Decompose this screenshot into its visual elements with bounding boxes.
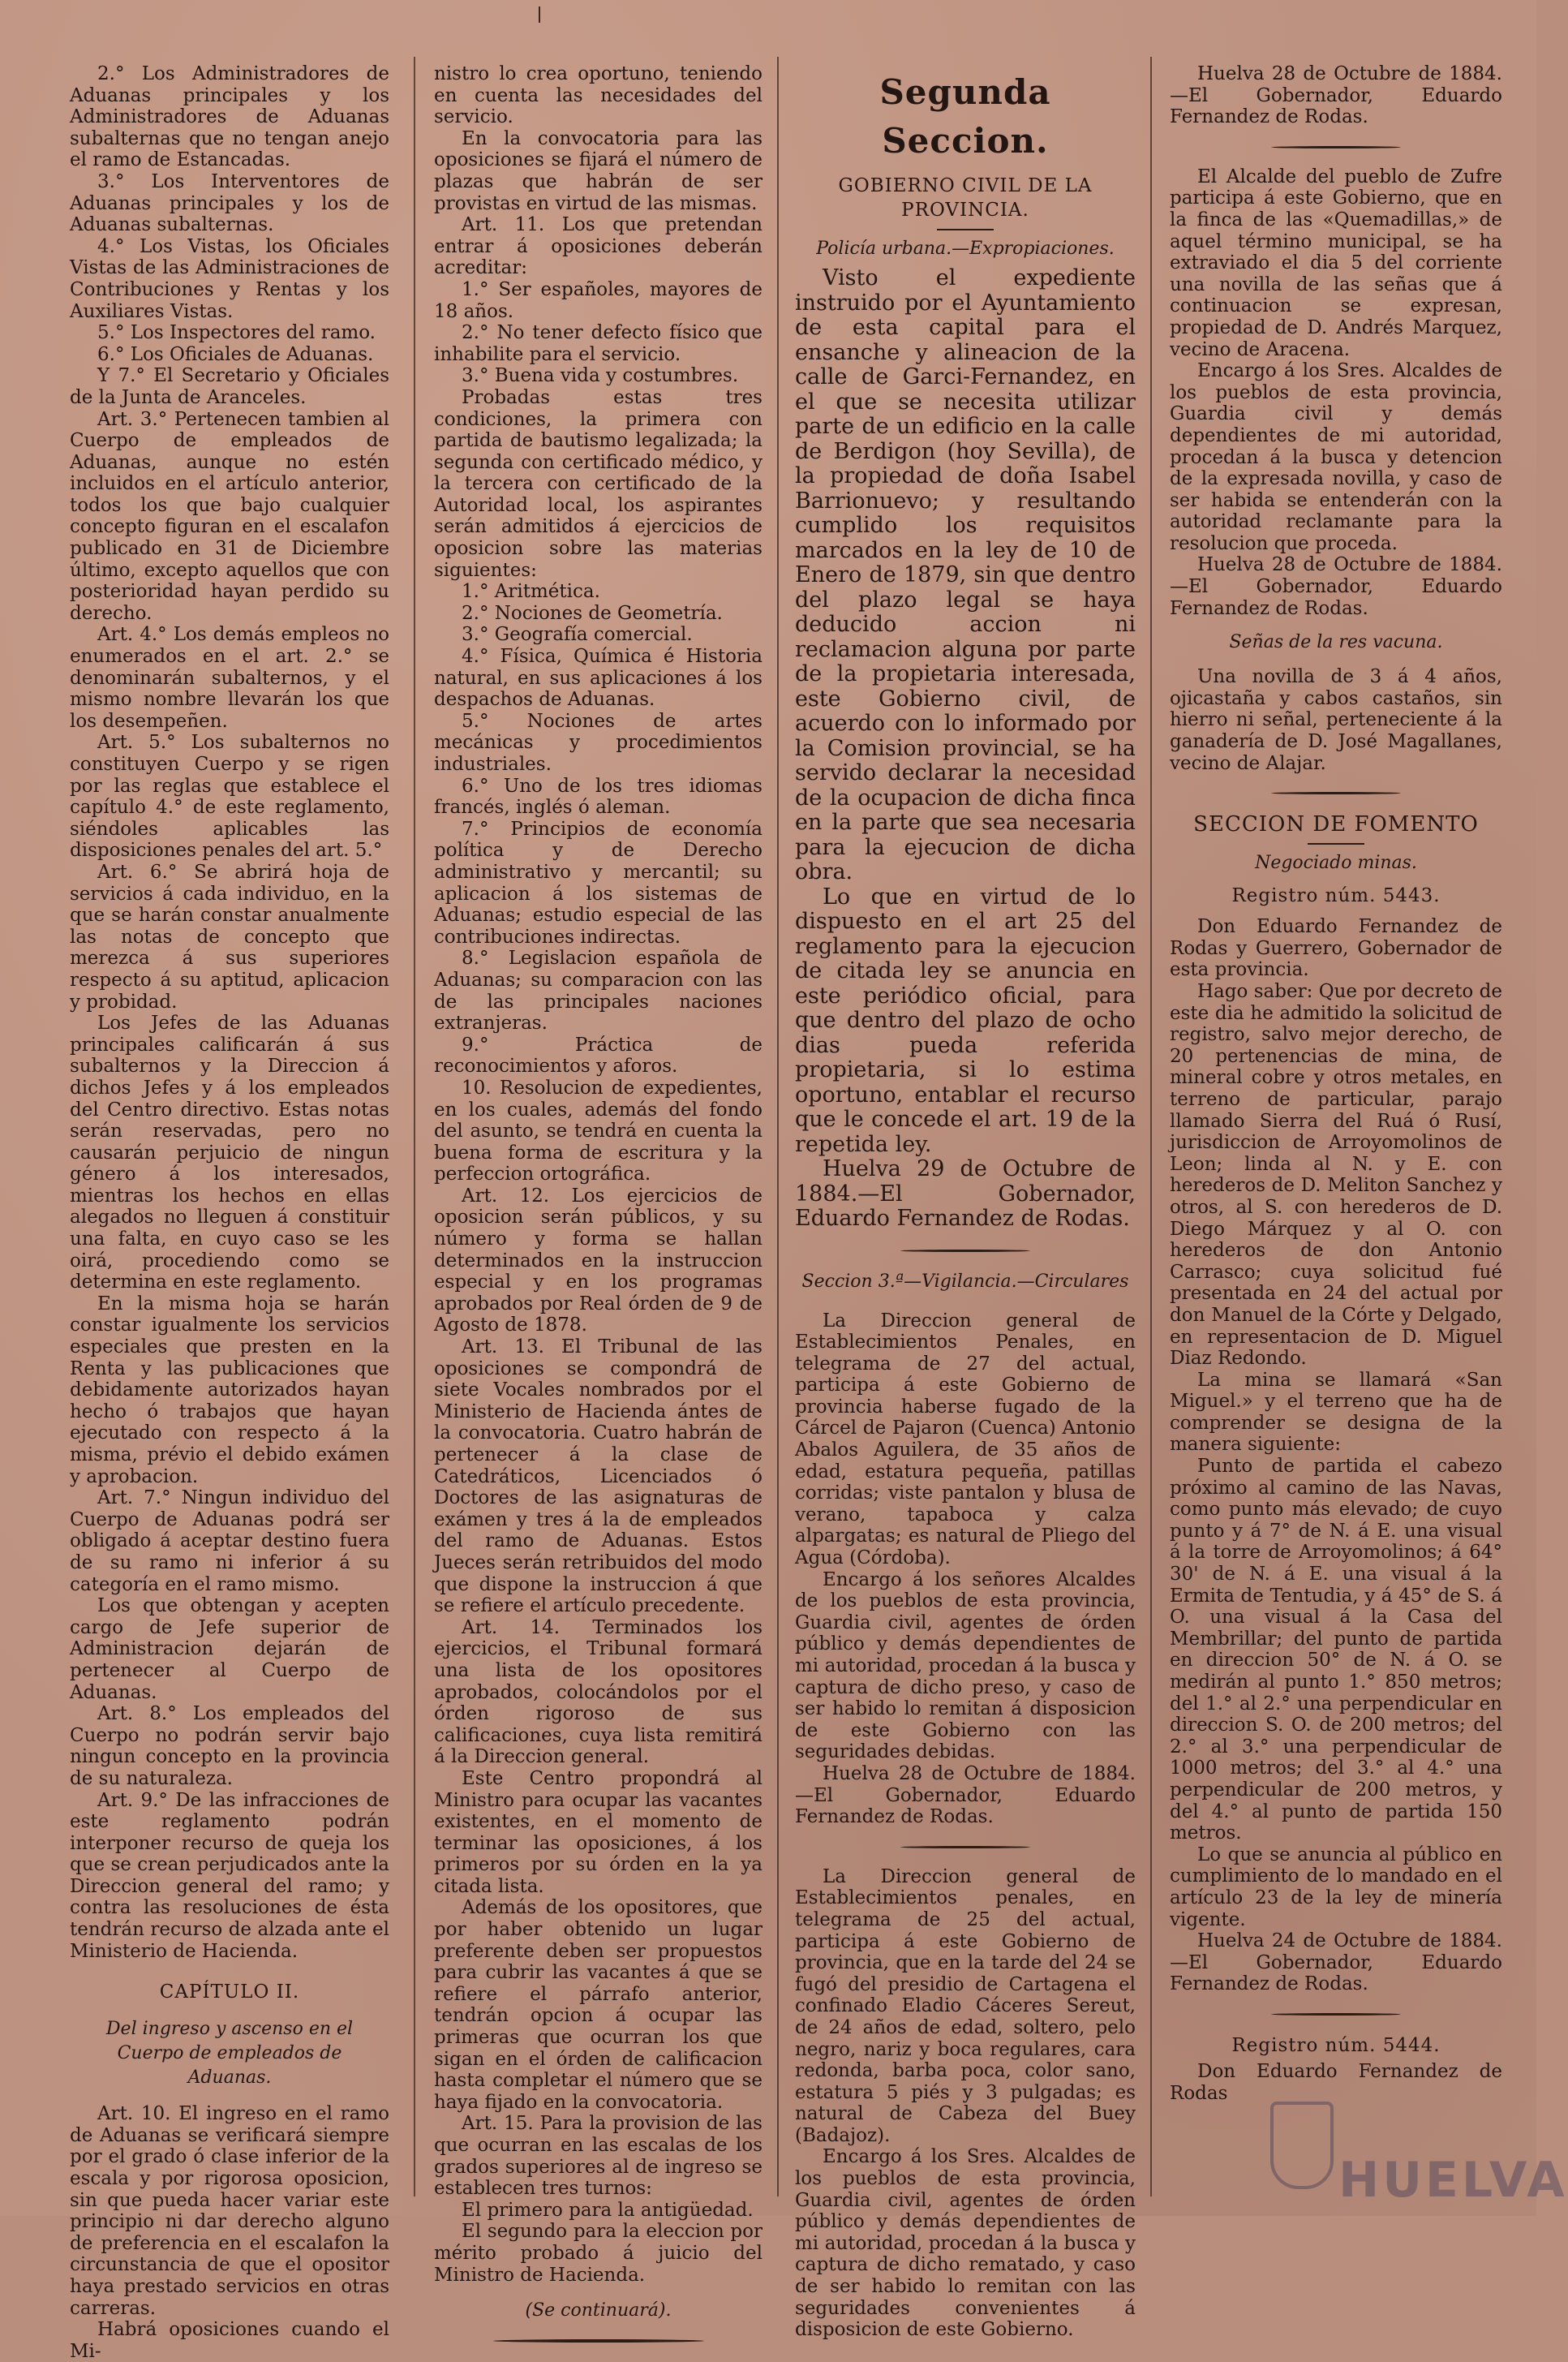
paragraph: Probadas estas tres condiciones, la primera con partida de bautismo legalizada; la segunda con certificado médico, y la tercera con certificado de la Autoridad local, los aspirantes serán admitidos á ejercicios de oposicion sobre las materias siguientes: xyxy=(434,386,763,581)
paragraph: Encargo á los Sres. Alcaldes de los pueblos de esta provincia, Guardia civil y demás dependientes de mi autoridad, procedan á la busca y detencion de la expresada novilla, y caso de ser habida se entenderán con la autoridad reclamante para la resolucion que proceda. xyxy=(1170,360,1502,554)
paragraph: En la misma hoja se harán constar igualmente los servicios especiales que presten en la Renta y las publicaciones que debidamente autorizados hayan hecho ó trabajos que hayan ejecutado con respecto á la misma, prévio el debido exámen y aprobacion. xyxy=(70,1293,389,1487)
paragraph: 3.° Los Interventores de Aduanas principales y los de Aduanas subalternas. xyxy=(70,170,389,236)
paragraph: 2.° No tener defecto físico que inhabilite para el servicio. xyxy=(434,322,763,365)
page-mark xyxy=(539,6,540,23)
shield-icon xyxy=(1270,2102,1334,2189)
paragraph: Y 7.° El Secretario y Oficiales de la Junta de Aranceles. xyxy=(70,365,389,408)
paragraph: Art. 7.° Ningun individuo del Cuerpo de Aduanas podrá ser obligado á aceptar destino fuera de su ramo ni inferior á su categoría en el ramo mismo. xyxy=(70,1487,389,1595)
separator xyxy=(900,1846,1030,1848)
paragraph: Art. 13. El Tribunal de las oposiciones se compondrá de siete Vocales nombrados por el Ministerio de Hacienda ántes de la convocatoria. Cuatro habrán de pertenecer á la clase de Catedráticos, Licenciados ó Doctores de las asignaturas de exámen y tres á la de empleados del ramo de Aduanas. Estos Jueces serán retribuidos del modo que dispone la instruccion á que se refiere el artículo precedente. xyxy=(434,1336,763,1617)
column-3 xyxy=(795,63,1136,2341)
paragraph: Art. 4.° Los demás empleos no enumerados en el art. 2.° se denominarán subalternos, y el mismo nombre llevarán los que los desempeñen. xyxy=(70,624,389,732)
paragraph: Encargo á los Sres. Alcaldes de los pueblos de esta provincia, Guardia civil, agentes de órden público y demás dependientes de mi autoridad, procedan á la busca y captura de dicho rematado, y caso de ser habido lo remitan con las seguridades convenientes á disposicion de este Gobierno. xyxy=(795,2146,1136,2341)
paragraph: Este Centro propondrá al Ministro para ocupar las vacantes existentes, en el momento de terminar las oposiciones, á los primeros por su órden en la ya citada lista. xyxy=(434,1767,763,1897)
paragraph: Lo que en virtud de lo dispuesto en el art 25 del reglamento para la ejecucion de citada ley se anuncia en este periódico oficial, para que dentro del plazo de ocho dias pueda referida propietaria, si lo estima oportuno, entablar el recurso que le concede el art. 19 de la repetida ley. xyxy=(795,884,1136,1157)
signature: Huelva 28 de Octubre de 1884.—El Gobernador, Eduardo Fernandez de Rodas. xyxy=(795,1762,1136,1828)
government-heading: GOBIERNO CIVIL DE LA PROVINCIA. xyxy=(838,175,1093,221)
paragraph: 4.° Los Vistas, los Oficiales Vistas de las Administraciones de Contribuciones y Rentas y los Auxiliares Vistas. xyxy=(70,235,389,322)
registro-title: Registro núm. 5444. xyxy=(1231,2034,1441,2056)
paragraph: 7.° Principios de economía política y de Derecho administrativo y mercantil; su aplicacion á los sistemas de Aduanas; estudio especial de las contribuciones indirectas. xyxy=(434,818,763,948)
paragraph: La Direccion general de Establecimientos Penales, en telegrama de 27 del actual, participa á este Gobierno de provincia haberse fugado de la Cárcel de Pajaron (Cuenca) Antonio Abalos Aguilera, de 35 años de edad, estatura pequeña, patillas corridas; viste pantalon y blusa de verano, tapaboca y calza alpargatas; es natural de Pliego del Agua (Córdoba). xyxy=(795,1310,1136,1569)
dash-rule xyxy=(1308,843,1364,845)
paragraph: 5.° Los Inspectores del ramo. xyxy=(97,322,376,344)
archive-stamp xyxy=(1265,2077,1568,2209)
paragraph: Art. 15. Para la provision de las que ocurran en las escalas de los grados superiores al de ingreso se establecen tres turnos: xyxy=(434,2113,763,2200)
separator xyxy=(493,2339,704,2343)
paragraph: 5.° Nociones de artes mecánicas y procedimientos industriales. xyxy=(434,710,763,775)
paragraph: Habrá oposiciones cuando el Mi- xyxy=(70,2319,389,2362)
paragraph: 6.° Uno de los tres idiomas francés, inglés ó aleman. xyxy=(434,775,763,819)
paragraph: Art. 8.° Los empleados del Cuerpo no podrán servir bajo ningun concepto en la provincia de su naturaleza. xyxy=(70,1703,389,1789)
column-rule xyxy=(1150,57,1152,2196)
signature: Huelva 29 de Octubre de 1884.—El Gobernador, Eduardo Fernandez de Rodas. xyxy=(795,1156,1136,1231)
paragraph: 1.° Aritmética. xyxy=(462,581,600,603)
chapter-title: CAPÍTULO II. xyxy=(159,1981,300,2003)
chapter-subtitle: Del ingreso y ascenso en el Cuerpo de empleados de Aduanas. xyxy=(105,2019,354,2089)
paragraph: Además de los opositores, que por haber obtenido un lugar preferente deben ser propuestos para cubrir las vacantes á que se refiere el párrafo anterior, tendrán opcion á ocupar las primeras que ocurran los que sigan en el órden de calificacion hasta completar el número que se haya fijado en la convocatoria. xyxy=(434,1897,763,2113)
subsection-heading: Policía urbana.—Expropiaciones. xyxy=(816,239,1115,259)
paragraph: 3.° Geografía comercial. xyxy=(462,624,693,646)
paragraph: En la convocatoria para las oposiciones se fijará el número de plazas que habrán de ser provistas en virtud de las mismas. xyxy=(434,127,763,214)
paragraph: Hago saber: Que por decreto de este dia he admitido la solicitud de registro, salvo mejor derecho, de 20 pertenencias de mina, de mineral cobre y otros metales, en terreno de particular, parajo llamado Sierra del Ruá ó Rusí, jurisdiccion de Arroyomolinos de Leon; linda al N. y E. con herederos de D. Meliton Sanchez y otros, al S. con herederos de D. Diego Márquez y al O. con herederos de don Antonio Carrasco; cuya solicitud fué presentada en 24 del actual por don Manuel de la Córte y Delgado, en representacion de D. Miguel Diaz Redondo. xyxy=(1170,981,1502,1370)
paragraph: Visto el expediente instruido por el Ayuntamiento de esta capital para el ensanche y alineacion de la calle de Garci-Fernandez, en el que se necesita utilizar parte de un edificio en la calle de Berdigon (hoy Sevilla), de la propiedad de doña Isabel Barrionuevo; y resultando cumplido los requisitos marcados en la ley de 10 de Enero de 1879, sin que dentro del plazo legal se haya deducido accion ni reclamacion alguna por parte de la propietaria interesada, este Gobierno civil, de acuerdo con lo informado por la Comision provincial, se ha servido declarar la necesidad de la ocupacion de dicha finca en la parte que sea necesaria para la ejecucion de dicha obra. xyxy=(795,265,1136,884)
dash-rule xyxy=(937,229,994,230)
paragraph: 10. Resolucion de expedientes, en los cuales, además del fondo del asunto, se tendrá en cuenta la buena forma de escritura y la perfeccion ortográfica. xyxy=(434,1077,763,1185)
stamp-name: HUELVA xyxy=(1338,2152,1568,2209)
paragraph: 8.° Legislacion española de Aduanas; su comparacion con las de las principales naciones extranjeras. xyxy=(434,948,763,1035)
paragraph: Una novilla de 3 á 4 años, ojicastaña y cabos castaños, sin hierro ni señal, perteneciente á la ganadería de D. José Magallanes, vecino de Alajar. xyxy=(1170,666,1502,774)
separator xyxy=(1271,146,1401,148)
registro-title: Registro núm. 5443. xyxy=(1231,885,1441,907)
paragraph: 3.° Buena vida y costumbres. xyxy=(462,365,739,387)
negociado-heading: Negociado minas. xyxy=(1255,853,1417,874)
paragraph: Art. 6.° Se abrirá hoja de servicios á cada individuo, en la que se harán constar anualmente las notas de concepto que merezca á sus superiores respecto á su aptitud, aplicacion y probidad. xyxy=(70,861,389,1013)
paragraph: El segundo para la eleccion por mérito probado á juicio del Ministro de Hacienda. xyxy=(434,2221,763,2286)
column-2 xyxy=(434,63,763,2321)
paragraph: Los Jefes de las Aduanas principales calificarán á sus subalternos y la Direccion á dichos Jefes y á los empleados del Centro directivo. Estas notas serán reservadas, pero no causarán perjuicio de ningun género á los interesados, mientras los hechos en ellas alegados no lleguen á constituir una falta, en cuyo caso se les oirá, procediendo como se determina en este reglamento. xyxy=(70,1013,389,1293)
senas-title: Señas de la res vacuna. xyxy=(1229,632,1443,653)
section-title: Segunda Seccion. xyxy=(879,72,1051,161)
paragraph: 6.° Los Oficiales de Aduanas. xyxy=(97,343,374,365)
paragraph: La Direccion general de Establecimientos penales, en telegrama de 25 del actual, participa á este Gobierno de provincia, que en la tarde del 24 se fugó del presidio de Cartagena el confinado Eladio Cáceres Sereut, de 24 años de edad, soltero, pelo negro, nariz y boca regulares, cara redonda, barba poca, color sano, estatura 5 piés y 3 pulgadas; es natural de Cabeza del Buey (Badajoz). xyxy=(795,1865,1136,2146)
separator xyxy=(900,1250,1030,1252)
paragraph: Art. 9.° De las infracciones de este reglamento podrán interponer recurso de queja los que se crean perjudicados ante la Direccion general del ramo; y contra las resoluciones de ésta tendrán recurso de alzada ante el Ministerio de Hacienda. xyxy=(70,1789,389,1962)
signature: Huelva 28 de Octubre de 1884.—El Gobernador, Eduardo Fernandez de Rodas. xyxy=(1170,554,1502,619)
column-rule xyxy=(777,57,779,2196)
column-1 xyxy=(70,63,389,2362)
paragraph: 2.° Los Administradores de Aduanas principales y los Administradores de Aduanas subalternas que no tengan anejo el ramo de Estancadas. xyxy=(70,63,389,171)
column-rule xyxy=(414,57,415,2196)
paragraph: Don Eduardo Fernandez de Rodas y Guerrero, Gobernador de esta provincia. xyxy=(1170,916,1502,981)
signature: Huelva 24 de Octubre de 1884.—El Gobernador, Eduardo Fernandez de Rodas. xyxy=(1170,1930,1502,1995)
paragraph: Art. 3.° Pertenecen tambien al Cuerpo de empleados de Aduanas, aunque no estén incluidos en el artículo anterior, todos los que bajo cualquier concepto figuran en el escalafon publicado en 31 de Diciembre último, excepto aquellos que con posterioridad hayan perdido su derecho. xyxy=(70,408,389,624)
paragraph: 1.° Ser españoles, mayores de 18 años. xyxy=(434,278,763,322)
paragraph: 2.° Nociones de Geometría. xyxy=(462,602,723,624)
signature: Huelva 28 de Octubre de 1884.—El Gobernador, Eduardo Fernandez de Rodas. xyxy=(1170,63,1502,128)
column-4 xyxy=(1170,63,1502,2200)
paragraph: El Alcalde del pueblo de Zufre participa á este Gobierno, que en la finca de las «Quemadillas,» de aquel término municipal, se ha extraviado el dia 5 del corriente una novilla de las señas que á continuacion se expresan, propiedad de D. Andrés Marquez, vecino de Aracena. xyxy=(1170,166,1502,360)
paragraph: Art. 11. Los que pretendan entrar á oposiciones deberán acreditar: xyxy=(434,214,763,279)
paragraph: Art. 10. El ingreso en el ramo de Aduanas se verificará siempre por el grado ó clase inferior de la escala y por rigorosa oposicion, sin que pueda hacer variar este principio ni dar derecho alguno de preferencia en el escalafon la circunstancia de que el opositor haya prestado servicios en otras carreras. xyxy=(70,2103,389,2319)
continued-note: (Se continuará). xyxy=(525,2300,672,2321)
paragraph: Lo que se anuncia al público en cumplimiento de lo mandado en el artículo 23 de la ley de minería vigente. xyxy=(1170,1844,1502,1930)
paragraph: Encargo á los señores Alcaldes de los pueblos de esta provincia, Guardia civil, agentes de órden público y demás dependientes de mi autoridad, procedan á la busca y captura de dicho preso, y caso de ser habido lo remitan á disposicion de este Gobierno con las seguridades debidas. xyxy=(795,1568,1136,1763)
fomento-heading: SECCION DE FOMENTO xyxy=(1193,812,1479,837)
paragraph: Art. 14. Terminados los ejercicios, el Tribunal formará una lista de los opositores aprobados, colocándolos por el órden rigoroso de sus calificaciones, cuya lista remitirá á la Direccion general. xyxy=(434,1616,763,1768)
paragraph: 4.° Física, Química é Historia natural, en sus aplicaciones á los despachos de Aduanas. xyxy=(434,646,763,711)
paragraph: Art. 12. Los ejercicios de oposicion serán públicos, y su número y forma se hallan determinados en la instruccion especial y en los programas aprobados por Real órden de 9 de Agosto de 1878. xyxy=(434,1185,763,1336)
paragraph: Punto de partida el cabezo próximo al camino de las Navas, como punto más elevado; de cuyo punto y á 7° de N. á E. una visual á la torre de Arroyomolinos; á 64° 30' de N. á E. una visual á la Ermita de Tentudia, y á 45° de S. á O. una visual á la Casa del Membrillar; del punto de partida en direccion 50° de N. á O. se medirán al punto 1.° 850 metros; del 1.° al 2.° una perpendicular en direccion S. O. de 200 metros; del 2.° al 3.° una perpendicular de 1000 metros; del 3.° al 4.° una perpendicular de 200 metros, y del 4.° al punto de partida 150 metros. xyxy=(1170,1456,1502,1844)
paragraph: 9.° Práctica de reconocimientos y aforos. xyxy=(434,1034,763,1078)
paragraph: El primero para la antigüedad. xyxy=(462,2199,754,2221)
paragraph: La mina se llamará «San Miguel.» y el terreno que ha de comprender se designa de la manera siguiente: xyxy=(1170,1369,1502,1456)
separator xyxy=(1271,792,1401,794)
paragraph: Don Eduardo Fernandez de Rodas xyxy=(1170,2060,1502,2104)
paragraph: Los que obtengan y acepten cargo de Jefe superior de Administracion dejarán de pertenecer al Cuerpo de Aduanas. xyxy=(70,1595,389,1703)
paragraph: nistro lo crea oportuno, teniendo en cuenta las necesidades del servicio. xyxy=(434,63,763,128)
separator xyxy=(1271,2013,1401,2016)
subsection-heading: Seccion 3.ª—Vigilancia.—Circulares xyxy=(801,1271,1129,1292)
paragraph: Art. 5.° Los subalternos no constituyen Cuerpo y se rigen por las reglas que establece el capítulo 4.° de este reglamento, siéndoles aplicables las disposiciones penales del art. 5.° xyxy=(70,732,389,862)
